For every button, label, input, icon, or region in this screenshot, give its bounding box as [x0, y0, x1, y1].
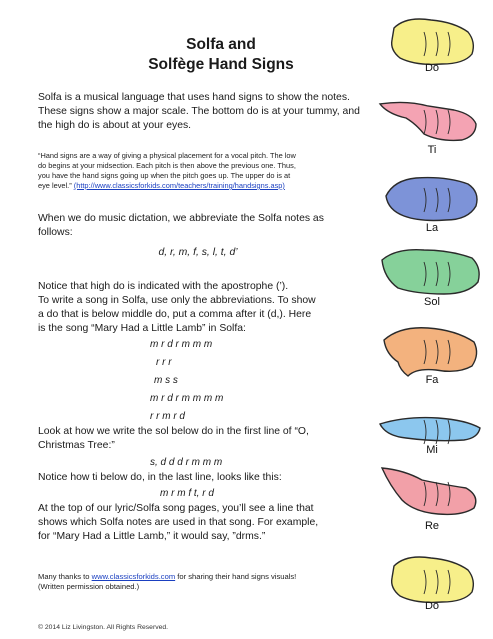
page-title-line2: Solfège Hand Signs: [148, 56, 294, 73]
quote-line: do begins at your midsection. Each pitch is then above the previous one. Thus,: [38, 161, 296, 170]
intro-line: Solfa is a musical language that uses hand signs to show the notes.: [38, 92, 350, 103]
intro-line: These signs show a major scale. The bottom do is at your tummy, and: [38, 106, 360, 117]
classicsforkids-link[interactable]: www.classicsforkids.com: [91, 572, 176, 581]
hand-sign-do-icon: [376, 10, 486, 70]
intro-line: the high do is about at your eyes.: [38, 120, 192, 131]
song-line: r r m r d: [150, 411, 185, 422]
hand-sign-ti-icon: [376, 88, 486, 148]
top-line: At the top of our lyric/Solfa song pages, you’ll see a line that: [38, 503, 314, 514]
notice-line: a do that is below middle do, put a comma after it (d,). Here: [38, 309, 312, 320]
song-line: m r d r m m m m: [150, 393, 224, 404]
top-line: for “Mary Had a Little Lamb,” it would say, ”drms.”: [38, 531, 266, 542]
quote-line: “Hand signs are a way of giving a physical placement for a vocal pitch. The low: [38, 151, 296, 160]
quote-line: eye level.”: [38, 181, 72, 190]
intro-paragraph: [38, 91, 368, 133]
christmas-line: Christmas Tree:”: [38, 440, 115, 451]
top-line: shows which Solfa notes are used in that song. For example,: [38, 517, 319, 528]
hand-sign-label: Mi: [426, 444, 438, 456]
hand-sign-re-icon: [376, 460, 486, 520]
hand-sign-quote: [38, 151, 360, 191]
page-title-line1: Solfa and: [186, 36, 256, 53]
permission-note: (Written permission obtained.): [38, 582, 140, 591]
song-line: m r d r m m m: [150, 339, 213, 350]
notice-line: is the song “Mary Had a Little Lamb” in Solfa:: [38, 323, 246, 334]
copyright: © 2014 Liz Livingston. All Rights Reserved.: [38, 624, 169, 631]
quote-line: you have the hand signs going up when the pitch goes up. The upper do is at: [38, 171, 291, 180]
thanks-text: Many thanks to: [38, 572, 92, 581]
hand-sign-label: Re: [424, 520, 440, 532]
hand-sign-do-icon: [376, 548, 486, 608]
christmas-line: Look at how we write the sol below do in the first line of “O,: [38, 426, 309, 437]
solfa-abbreviations: d, r, m, f, s, l, t, d’: [158, 247, 238, 258]
hand-sign-label: Sol: [424, 296, 440, 308]
song-line: m s s: [154, 375, 178, 386]
notice-paragraph: [38, 280, 368, 336]
hand-sign-label: Ti: [427, 144, 437, 156]
hand-sign-label: La: [425, 222, 439, 234]
dictation-paragraph: [38, 212, 368, 240]
ti-notes: m r m f t, r d: [160, 488, 214, 499]
top-paragraph: [38, 502, 368, 544]
notice-line: To write a song in Solfa, use only the abbreviations. To show: [38, 295, 316, 306]
dictation-line: When we do music dictation, we abbreviate the Solfa notes as: [38, 213, 324, 224]
hand-sign-label: Fa: [425, 374, 439, 386]
dictation-line: follows:: [38, 227, 73, 238]
christmas-notes: s, d d d r m m m: [150, 457, 223, 468]
hand-sign-sol-icon: [376, 240, 486, 300]
song-line: r r r: [156, 357, 172, 368]
hand-sign-fa-icon: [376, 318, 486, 378]
notice-line: Notice that high do is indicated with the apostrophe (’).: [38, 281, 289, 292]
thanks-text: for sharing their hand signs visuals!: [175, 572, 297, 581]
christmas-paragraph: [38, 425, 368, 453]
thanks-note: [38, 572, 368, 592]
hand-sign-la-icon: [376, 166, 486, 226]
hand-sign-label: Do: [424, 62, 440, 74]
ti-line: Notice how ti below do, in the last line, looks like this:: [38, 472, 282, 483]
hand-sign-label: Do: [424, 600, 440, 612]
source-link[interactable]: (http://www.classicsforkids.com/teachers/training/handsigns.asp): [73, 181, 285, 190]
